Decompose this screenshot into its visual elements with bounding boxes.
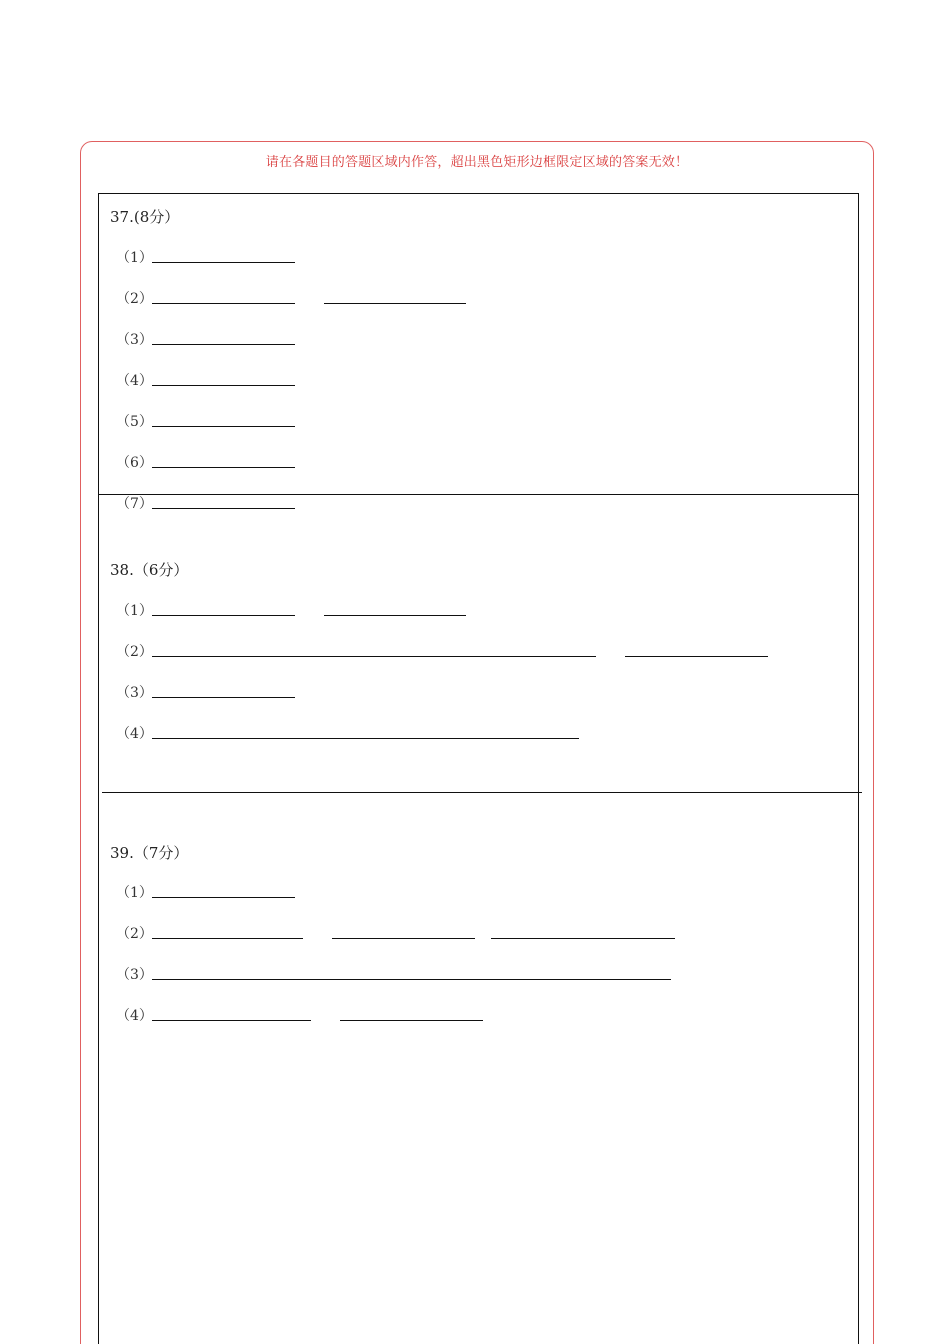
q39-item-4-number: （4） (116, 1008, 153, 1024)
q37-item-6-blank[interactable] (152, 467, 295, 468)
q38-item-2-blank-b[interactable] (625, 656, 768, 657)
answer-region-notice: 请在各题目的答题区域内作答，超出黑色矩形边框限定区域的答案无效！ (265, 155, 689, 170)
q38-item-3-blank[interactable] (152, 697, 295, 698)
q37-item-2-blank-b[interactable] (324, 303, 466, 304)
q39-item-1-number: （1） (116, 885, 153, 901)
q39-item-2-blank-b[interactable] (332, 938, 475, 939)
q38-item-1-blank-b[interactable] (324, 615, 466, 616)
q37-item-5-number: （5） (116, 414, 153, 430)
q37-item-4-blank[interactable] (152, 385, 295, 386)
q38-item-3-number: （3） (116, 685, 153, 701)
q37-item-3-blank[interactable] (152, 344, 295, 345)
answer-box (98, 193, 859, 1344)
q37-item-7-blank[interactable] (152, 508, 295, 509)
q39-item-4-blank-a[interactable] (152, 1020, 311, 1021)
q37-item-1-number: （1） (116, 250, 153, 266)
question-38-title: 38.（6分） (110, 561, 189, 579)
question-39-title: 39.（7分） (110, 844, 189, 862)
q37-item-7-number: （7） (116, 496, 153, 512)
q37-item-5-blank[interactable] (152, 426, 295, 427)
q38-item-2-number: （2） (116, 644, 153, 660)
q39-item-2-blank-c[interactable] (491, 938, 675, 939)
q38-item-1-number: （1） (116, 603, 153, 619)
q37-item-2-number: （2） (116, 291, 153, 307)
q39-item-3-blank[interactable] (152, 979, 671, 980)
q37-item-1-blank[interactable] (152, 262, 295, 263)
question-37-title: 37.(8分） (110, 208, 180, 226)
q39-item-3-number: （3） (116, 967, 153, 983)
q39-item-2-number: （2） (116, 926, 153, 942)
q39-item-2-blank-a[interactable] (152, 938, 303, 939)
q38-item-1-blank-a[interactable] (152, 615, 295, 616)
q37-item-6-number: （6） (116, 455, 153, 471)
q37-item-3-number: （3） (116, 332, 153, 348)
divider-38-39 (102, 792, 862, 793)
q37-item-4-number: （4） (116, 373, 153, 389)
q39-item-4-blank-b[interactable] (340, 1020, 483, 1021)
q39-item-1-blank[interactable] (152, 897, 295, 898)
q38-item-4-number: （4） (116, 726, 153, 742)
q38-item-2-blank-a[interactable] (152, 656, 596, 657)
divider-37-38 (98, 494, 859, 495)
q37-item-2-blank-a[interactable] (152, 303, 295, 304)
q38-item-4-blank[interactable] (152, 738, 579, 739)
